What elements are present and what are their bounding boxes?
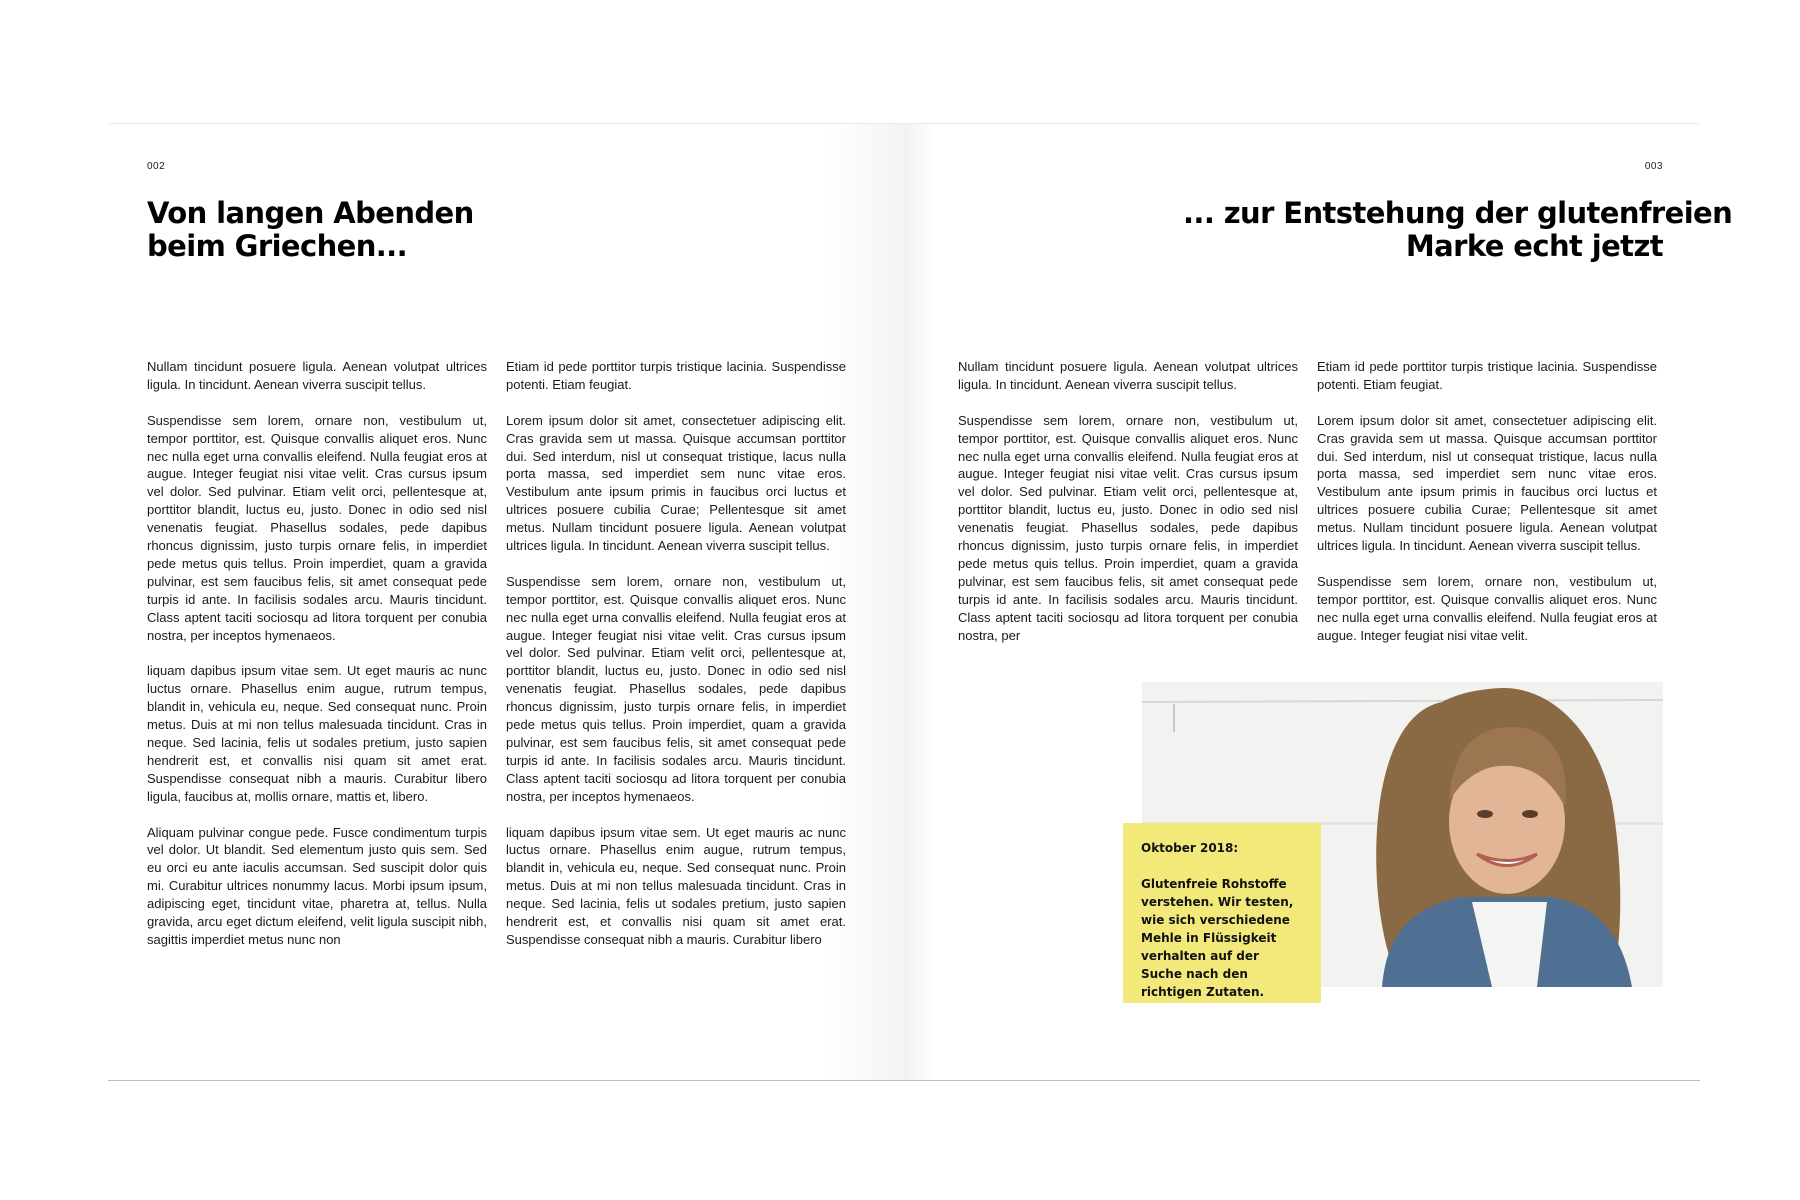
paragraph: Suspendisse sem lorem, ornare non, vestibulum ut, tempor porttitor, est. Quisque convallis aliquet eros. Nunc nec nulla eget urna convallis eleifend. Nulla feugiat eros at augue. Integer feugiat nisi vitae velit. Cras cursus ipsum vel dolor. Sed pulvinar. Etiam velit orci, pellentesque at, porttitor blandit, luctus eu, justo. Donec in odio sed nisl venenatis feugiat. Phasellus sodales, pede dapibus rhoncus dignissim, justo turpis ornare felis, in imperdiet pede metus quis tellus. Proin imperdiet, quam a gravida pulvinar, est sem faucibus felis, sit amet consequat pede turpis id ante. In facilisis sodales arcu. Mauris tincidunt. Class aptent taciti sociosqu ad litora torquent per conubia nostra, per inceptos hymenaeos. — [506, 573, 846, 804]
paragraph: Suspendisse sem lorem, ornare non, vestibulum ut, tempor porttitor, est. Quisque convallis aliquet eros. Nunc nec nulla eget urna convallis eleifend. Nulla feugiat eros at augue. Integer feugiat nisi vitae velit. Cras cursus ipsum vel dolor. Sed pulvinar. Etiam velit orci, pellentesque at, porttitor blandit, luctus eu, justo. Donec in odio sed nisl venenatis feugiat. Phasellus sodales, pede dapibus rhoncus dignissim, justo turpis ornare felis, in imperdiet pede metus quis tellus. Proin imperdiet, quam a gravida pulvinar, est sem faucibus felis, sit amet consequat pede turpis id ante. In facilisis sodales arcu. Mauris tincidunt. Class aptent taciti sociosqu ad litora torquent per conubia nostra, per inceptos hymenaeos. — [147, 412, 487, 643]
paragraph: liquam dapibus ipsum vitae sem. Ut eget mauris ac nunc luctus ornare. Phasellus enim augue, rutrum tempus, blandit in, vehicula eu, neque. Sed consequat nunc. Proin metus. Duis at mi non tellus malesuada tincidunt. Cras in neque. Sed lacinia, felis ut sodales pretium, justo sapien hendrerit est, et convallis nisi quam sit amet erat. Suspendisse consequat nibh a mauris. Curabitur libero ligula, faucibus at, mollis ornare, mattis et, libero. — [147, 663, 487, 804]
body-column-left-2 — [506, 358, 846, 949]
body-column-left-1 — [147, 358, 487, 949]
body-column-right-2 — [1317, 358, 1657, 644]
paragraph: Suspendisse sem lorem, ornare non, vestibulum ut, tempor porttitor, est. Quisque convallis aliquet eros. Nunc nec nulla eget urna convallis eleifend. Nulla feugiat eros at augue. Integer feugiat nisi vitae velit. Cras cursus ipsum vel dolor. Sed pulvinar. Etiam velit orci, pellentesque at, porttitor blandit, luctus eu, justo. Donec in odio sed nisl venenatis feugiat. Phasellus sodales, pede dapibus rhoncus dignissim, justo turpis ornare felis, in imperdiet pede metus quis tellus. Proin imperdiet, quam a gravida pulvinar, est sem faucibus felis, sit amet consequat pede turpis id ante. In facilisis sodales arcu. Mauris tincidunt. Class aptent taciti sociosqu ad litora torquent per conubia nostra, per — [958, 412, 1298, 643]
caption-title: Oktober 2018: — [1141, 841, 1239, 855]
paragraph: Etiam id pede porttitor turpis tristique lacinia. Suspendisse potenti. Etiam feugiat. — [1317, 359, 1657, 392]
paragraph: Etiam id pede porttitor turpis tristique lacinia. Suspendisse potenti. Etiam feugiat. — [506, 359, 846, 392]
headline-left-line-1: Von langen Abenden — [147, 196, 474, 230]
paragraph: Suspendisse sem lorem, ornare non, vestibulum ut, tempor porttitor, est. Quisque convallis aliquet eros. Nunc nec nulla eget urna convallis eleifend. Nulla feugiat eros at augue. Integer feugiat nisi vitae velit. — [1317, 573, 1657, 643]
headline-right-line-2: Marke echt jetzt — [1405, 229, 1663, 263]
caption-box — [1123, 823, 1321, 1003]
body-column-right-1 — [958, 358, 1298, 644]
paragraph: liquam dapibus ipsum vitae sem. Ut eget mauris ac nunc luctus ornare. Phasellus enim augue, rutrum tempus, blandit in, vehicula eu, neque. Sed consequat nunc. Proin metus. Duis at mi non tellus malesuada tincidunt. Cras in neque. Sed lacinia, felis ut sodales pretium, justo sapien hendrerit est, et convallis nisi quam sit amet erat. Suspendisse consequat nibh a mauris. Curabitur libero — [506, 824, 846, 947]
paragraph: Nullam tincidunt posuere ligula. Aenean volutpat ultrices ligula. In tincidunt. Aenean viverra suscipit tellus. — [958, 359, 1298, 392]
paragraph: Nullam tincidunt posuere ligula. Aenean volutpat ultrices ligula. In tincidunt. Aenean viverra suscipit tellus. — [147, 359, 487, 392]
paragraph: Lorem ipsum dolor sit amet, consectetuer adipiscing elit. Cras gravida sem ut massa. Quisque accumsan porttitor dui. Sed interdum, nisl ut consequat tristique, lacus nulla porta massa, sed imperdiet sem nunc vitae eros. Vestibulum ante ipsum primis in faucibus orci luctus et ultrices posuere cubilia Curae; Pellentesque sit amet metus. Nullam tincidunt posuere ligula. Aenean volutpat ultrices ligula. In tincidunt. Aenean viverra suscipit tellus. — [506, 412, 846, 554]
caption-text: Glutenfreie Rohstoffe verstehen. Wir testen, wie sich verschiedene Mehle in Flüssigkeit verhalten auf der Suche nach den richtigen Zutaten. — [1141, 877, 1294, 999]
headline-right-line-1: ... zur Entstehung der glutenfreien — [1183, 196, 1733, 230]
paragraph: Lorem ipsum dolor sit amet, consectetuer adipiscing elit. Cras gravida sem ut massa. Quisque accumsan porttitor dui. Sed interdum, nisl ut consequat tristique, lacus nulla porta massa, sed imperdiet sem nunc vitae eros. Vestibulum ante ipsum primis in faucibus orci luctus et ultrices posuere cubilia Curae; Pellentesque sit amet metus. Nullam tincidunt posuere ligula. Aenean volutpat ultrices ligula. In tincidunt. Aenean viverra suscipit tellus. — [1317, 412, 1657, 554]
left-page — [108, 124, 904, 1080]
page-number-right: 003 — [1644, 161, 1663, 172]
page-number-left: 002 — [147, 161, 166, 172]
paragraph: Aliquam pulvinar congue pede. Fusce condimentum turpis vel dolor. Ut blandit. Sed elementum justo quis sem. Sed eu orci eu ante iaculis accumsan. Sed suscipit dolor quis mi. Curabitur ultrices nonummy lacus. Morbi ipsum ipsum, adipiscing eget, tincidunt vitae, pharetra at, tellus. Nulla gravida, arcu eget dictum eleifend, velit ligula suscipit nibh, sagittis imperdiet metus nunc non — [147, 824, 487, 947]
headline-left-line-2: beim Griechen... — [147, 229, 407, 263]
headline-left — [147, 197, 477, 263]
headline-right — [1183, 196, 1733, 263]
